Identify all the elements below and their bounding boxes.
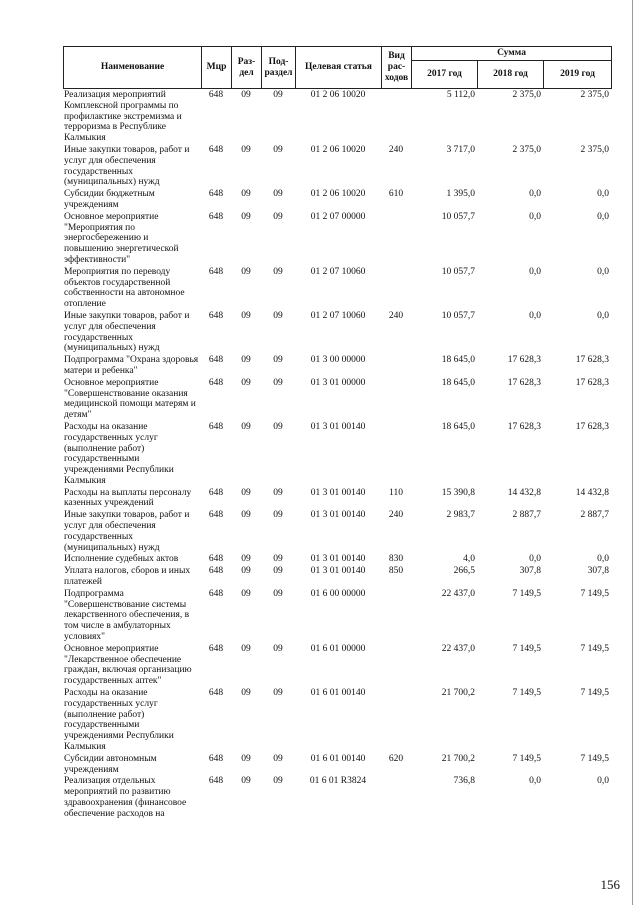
cell-vr [381, 89, 411, 144]
cell-2017: 21 700,2 [441, 753, 475, 764]
cell-podrazdel: 09 [273, 688, 283, 699]
header-razdel-text: Раз-дел [237, 56, 256, 78]
cell-razdel: 09 [241, 776, 251, 787]
cell-2019: 0,0 [597, 211, 609, 222]
cell-2019: 14 432,8 [575, 487, 609, 498]
cell-name: Расходы на оказание государственных услуг (выполнение работ) государственными учреждениями Республики Калмыкия [64, 421, 174, 486]
cell-2019: 17 628,3 [575, 355, 609, 366]
cell-mcr: 648 [208, 510, 224, 521]
cell-vr [381, 266, 411, 310]
cell-name: Уплата налогов, сборов и иных платежей [64, 566, 191, 588]
cell-2019: 7 149,5 [580, 588, 609, 599]
cell-podrazdel: 09 [273, 510, 283, 521]
table-row [63, 509, 611, 553]
cell-razdel: 09 [241, 643, 251, 654]
cell-2019: 0,0 [597, 310, 609, 321]
cell-2018: 0,0 [529, 776, 541, 787]
cell-mcr: 648 [208, 421, 224, 432]
cell-vr [381, 354, 411, 377]
cell-podrazdel: 09 [273, 643, 283, 654]
table-row [63, 553, 611, 565]
cell-2017: 22 437,0 [441, 588, 475, 599]
cell-mcr: 648 [208, 776, 224, 787]
header-cs [296, 47, 382, 89]
cell-name: Реализация отдельных мероприятий по развитию здравоохранения (финансовое обеспечение расходов на [64, 776, 187, 819]
cell-vr: 240 [388, 144, 404, 155]
header-summa: Сумма [412, 47, 612, 61]
cell-2019: 7 149,5 [580, 643, 609, 654]
cell-2018: 7 149,5 [512, 753, 541, 764]
cell-mcr: 648 [208, 211, 224, 222]
cell-2019: 307,8 [587, 566, 609, 577]
cell-2019: 0,0 [597, 266, 609, 277]
table-row [63, 588, 611, 643]
table-row [63, 753, 611, 776]
cell-podrazdel: 09 [273, 189, 283, 200]
cell-mcr: 648 [208, 487, 224, 498]
cell-2017: 2 983,7 [446, 510, 475, 521]
cell-2018: 0,0 [529, 310, 541, 321]
header-vr-text: Вид рас-ходов [384, 51, 409, 83]
cell-podrazdel: 09 [273, 588, 283, 599]
cell-podrazdel: 09 [273, 753, 283, 764]
cell-razdel: 09 [241, 510, 251, 521]
cell-2018: 0,0 [529, 554, 541, 565]
cell-mcr: 648 [208, 266, 224, 277]
table-row [63, 377, 611, 421]
table-row [63, 487, 611, 510]
cell-2017: 10 057,7 [441, 310, 475, 321]
table-row [63, 266, 611, 310]
cell-cs: 01 6 01 00000 [310, 643, 366, 654]
table-row [63, 310, 611, 354]
table-row [63, 687, 611, 753]
cell-cs: 01 2 07 10060 [310, 266, 366, 277]
cell-cs: 01 6 01 R3824 [309, 776, 367, 787]
cell-razdel: 09 [241, 211, 251, 222]
header-razdel [232, 47, 262, 89]
cell-mcr: 648 [208, 643, 224, 654]
cell-2017: 18 645,0 [441, 377, 475, 388]
budget-table [63, 46, 612, 820]
cell-2018: 2 375,0 [512, 90, 541, 100]
cell-razdel: 09 [241, 421, 251, 432]
cell-vr [381, 377, 411, 421]
cell-2017: 736,8 [453, 776, 475, 787]
table-row [63, 188, 611, 211]
cell-razdel: 09 [241, 310, 251, 321]
cell-2017: 4,0 [463, 554, 475, 565]
cell-2018: 14 432,8 [507, 487, 541, 498]
cell-name: Исполнение судебных актов [64, 554, 179, 565]
cell-2018: 0,0 [529, 266, 541, 277]
header-2017: 2017 год [412, 61, 478, 89]
cell-2019: 0,0 [597, 554, 609, 565]
cell-mcr: 648 [208, 753, 224, 764]
cell-cs: 01 3 00 00000 [310, 355, 366, 366]
cell-razdel: 09 [241, 588, 251, 599]
cell-2019: 17 628,3 [575, 421, 609, 432]
cell-vr: 240 [388, 510, 404, 521]
cell-2018: 307,8 [519, 566, 541, 577]
cell-vr: 620 [388, 753, 404, 764]
cell-razdel: 09 [241, 554, 251, 565]
cell-2018: 2 375,0 [512, 144, 541, 155]
cell-2017: 22 437,0 [441, 643, 475, 654]
cell-2017: 3 717,0 [446, 144, 475, 155]
cell-cs: 01 6 01 00140 [310, 688, 366, 699]
cell-2018: 0,0 [529, 211, 541, 222]
cell-vr: 830 [388, 554, 404, 565]
cell-cs: 01 3 01 00140 [310, 554, 366, 565]
cell-name: Реализация мероприятий Комплексной программы по профилактике экстремизма и терроризма в Республике Калмыкия [64, 90, 182, 144]
header-cs-text: Целевая статья [305, 62, 372, 72]
cell-2017: 18 645,0 [441, 355, 475, 366]
cell-2019: 2 375,0 [580, 144, 609, 155]
cell-podrazdel: 09 [273, 355, 283, 366]
cell-2019: 2 887,7 [580, 510, 609, 521]
cell-2019: 2 375,0 [580, 90, 609, 100]
cell-2018: 0,0 [529, 189, 541, 200]
cell-name: Подпрограмма "Охрана здоровья матери и ребенка" [64, 355, 199, 376]
cell-vr [381, 211, 411, 266]
cell-mcr: 648 [208, 144, 224, 155]
cell-mcr: 648 [208, 588, 224, 599]
cell-razdel: 09 [241, 487, 251, 498]
cell-name: Иные закупки товаров, работ и услуг для обеспечения государственных (муниципальных) нужд [64, 310, 190, 354]
cell-2019: 7 149,5 [580, 753, 609, 764]
cell-name: Иные закупки товаров, работ и услуг для обеспечения государственных (муниципальных) нужд [64, 144, 190, 188]
cell-2017: 10 057,7 [441, 266, 475, 277]
cell-vr: 610 [388, 189, 404, 200]
cell-2017: 266,5 [453, 566, 475, 577]
cell-razdel: 09 [241, 688, 251, 699]
cell-vr [381, 421, 411, 487]
cell-vr [381, 775, 411, 819]
cell-2018: 7 149,5 [512, 688, 541, 699]
cell-name: Расходы на выплаты персоналу казенных учреждений [64, 487, 192, 509]
cell-2018: 17 628,3 [507, 421, 541, 432]
cell-podrazdel: 09 [273, 144, 283, 155]
cell-2018: 7 149,5 [512, 643, 541, 654]
header-podrazdel [262, 47, 296, 89]
cell-mcr: 648 [208, 688, 224, 699]
table-header [63, 46, 612, 89]
cell-2017: 15 390,8 [441, 487, 475, 498]
cell-razdel: 09 [241, 355, 251, 366]
cell-cs: 01 3 01 00000 [310, 377, 366, 388]
table-row [63, 89, 611, 144]
cell-vr: 110 [389, 487, 403, 498]
cell-2017: 10 057,7 [441, 211, 475, 222]
cell-mcr: 648 [208, 310, 224, 321]
cell-mcr: 648 [208, 377, 224, 388]
cell-vr [381, 588, 411, 643]
table-row [63, 144, 611, 188]
cell-razdel: 09 [241, 266, 251, 277]
cell-podrazdel: 09 [273, 554, 283, 565]
cell-name: Субсидии автономным учреждениям [64, 753, 157, 775]
cell-name: Основное мероприятие "Лекарственное обеспечение граждан, включая организацию государственных аптек" [64, 643, 192, 687]
cell-razdel: 09 [241, 753, 251, 764]
cell-name: Мероприятия по переводу объектов государственной собственности на автономное отопление [64, 266, 185, 310]
table-row [63, 211, 611, 266]
cell-mcr: 648 [208, 554, 224, 565]
cell-razdel: 09 [241, 90, 251, 100]
cell-podrazdel: 09 [273, 377, 283, 388]
cell-2017: 1 395,0 [446, 189, 475, 200]
cell-razdel: 09 [241, 144, 251, 155]
cell-cs: 01 2 07 00000 [310, 211, 366, 222]
header-mcr: Мцр [202, 47, 232, 89]
cell-name: Основное мероприятие "Совершенствование оказания медицинской помощи матерям и детям" [64, 377, 196, 421]
cell-2018: 2 887,7 [512, 510, 541, 521]
cell-vr: 850 [388, 566, 404, 577]
header-name: Наименование [64, 47, 202, 89]
cell-cs: 01 3 01 00140 [310, 421, 366, 432]
cell-podrazdel: 09 [273, 211, 283, 222]
cell-mcr: 648 [208, 355, 224, 366]
cell-mcr: 648 [208, 189, 224, 200]
table-row [63, 354, 611, 377]
cell-cs: 01 2 06 10020 [310, 90, 366, 100]
table-row [63, 643, 611, 687]
header-2018: 2018 год [478, 61, 544, 89]
cell-cs: 01 3 01 00140 [310, 487, 366, 498]
cell-podrazdel: 09 [273, 310, 283, 321]
cell-2018: 17 628,3 [507, 355, 541, 366]
cell-cs: 01 2 07 10060 [310, 310, 366, 321]
page-edge [632, 0, 633, 905]
header-2019: 2019 год [544, 61, 612, 89]
cell-2018: 17 628,3 [507, 377, 541, 388]
cell-2018: 7 149,5 [512, 588, 541, 599]
cell-podrazdel: 09 [273, 487, 283, 498]
cell-name: Иные закупки товаров, работ и услуг для обеспечения государственных (муниципальных) нужд [64, 510, 190, 553]
cell-cs: 01 3 01 00140 [310, 566, 366, 577]
cell-cs: 01 2 06 10020 [310, 189, 366, 200]
cell-cs: 01 2 06 10020 [310, 144, 366, 155]
cell-2019: 17 628,3 [575, 377, 609, 388]
cell-podrazdel: 09 [273, 90, 283, 100]
cell-name: Расходы на оказание государственных услуг (выполнение работ) государственными учреждениями Республики Калмыкия [64, 688, 174, 753]
cell-podrazdel: 09 [273, 266, 283, 277]
cell-2017: 18 645,0 [441, 421, 475, 432]
cell-mcr: 648 [208, 90, 224, 100]
cell-cs: 01 3 01 00140 [310, 510, 366, 521]
header-podrazdel-text: Под-раздел [264, 56, 293, 78]
cell-name: Подпрограмма "Совершенствование системы лекарственного обеспечения, в том числе в амбулаторных условиях" [64, 588, 190, 643]
cell-2017: 5 112,0 [446, 90, 475, 100]
cell-name: Субсидии бюджетным учреждениям [64, 189, 155, 210]
cell-cs: 01 6 01 00140 [310, 753, 366, 764]
cell-razdel: 09 [241, 377, 251, 388]
cell-2019: 0,0 [597, 189, 609, 200]
header-vr [382, 47, 412, 89]
cell-razdel: 09 [241, 189, 251, 200]
cell-2017: 21 700,2 [441, 688, 475, 699]
cell-podrazdel: 09 [273, 776, 283, 787]
table-row [63, 775, 611, 819]
cell-razdel: 09 [241, 566, 251, 577]
cell-2019: 7 149,5 [580, 688, 609, 699]
cell-vr [381, 687, 411, 753]
cell-vr: 240 [388, 310, 404, 321]
table-body [63, 89, 611, 820]
page-number: 156 [600, 877, 620, 892]
table-row [63, 421, 611, 487]
cell-cs: 01 6 00 00000 [310, 588, 366, 599]
cell-podrazdel: 09 [273, 566, 283, 577]
table-row [63, 565, 611, 588]
cell-vr [381, 643, 411, 687]
cell-name: Основное мероприятие "Мероприятия по энергосбережению и повышению энергетической эффективности" [64, 211, 179, 265]
cell-mcr: 648 [208, 566, 224, 577]
cell-2019: 0,0 [597, 776, 609, 787]
cell-podrazdel: 09 [273, 421, 283, 432]
